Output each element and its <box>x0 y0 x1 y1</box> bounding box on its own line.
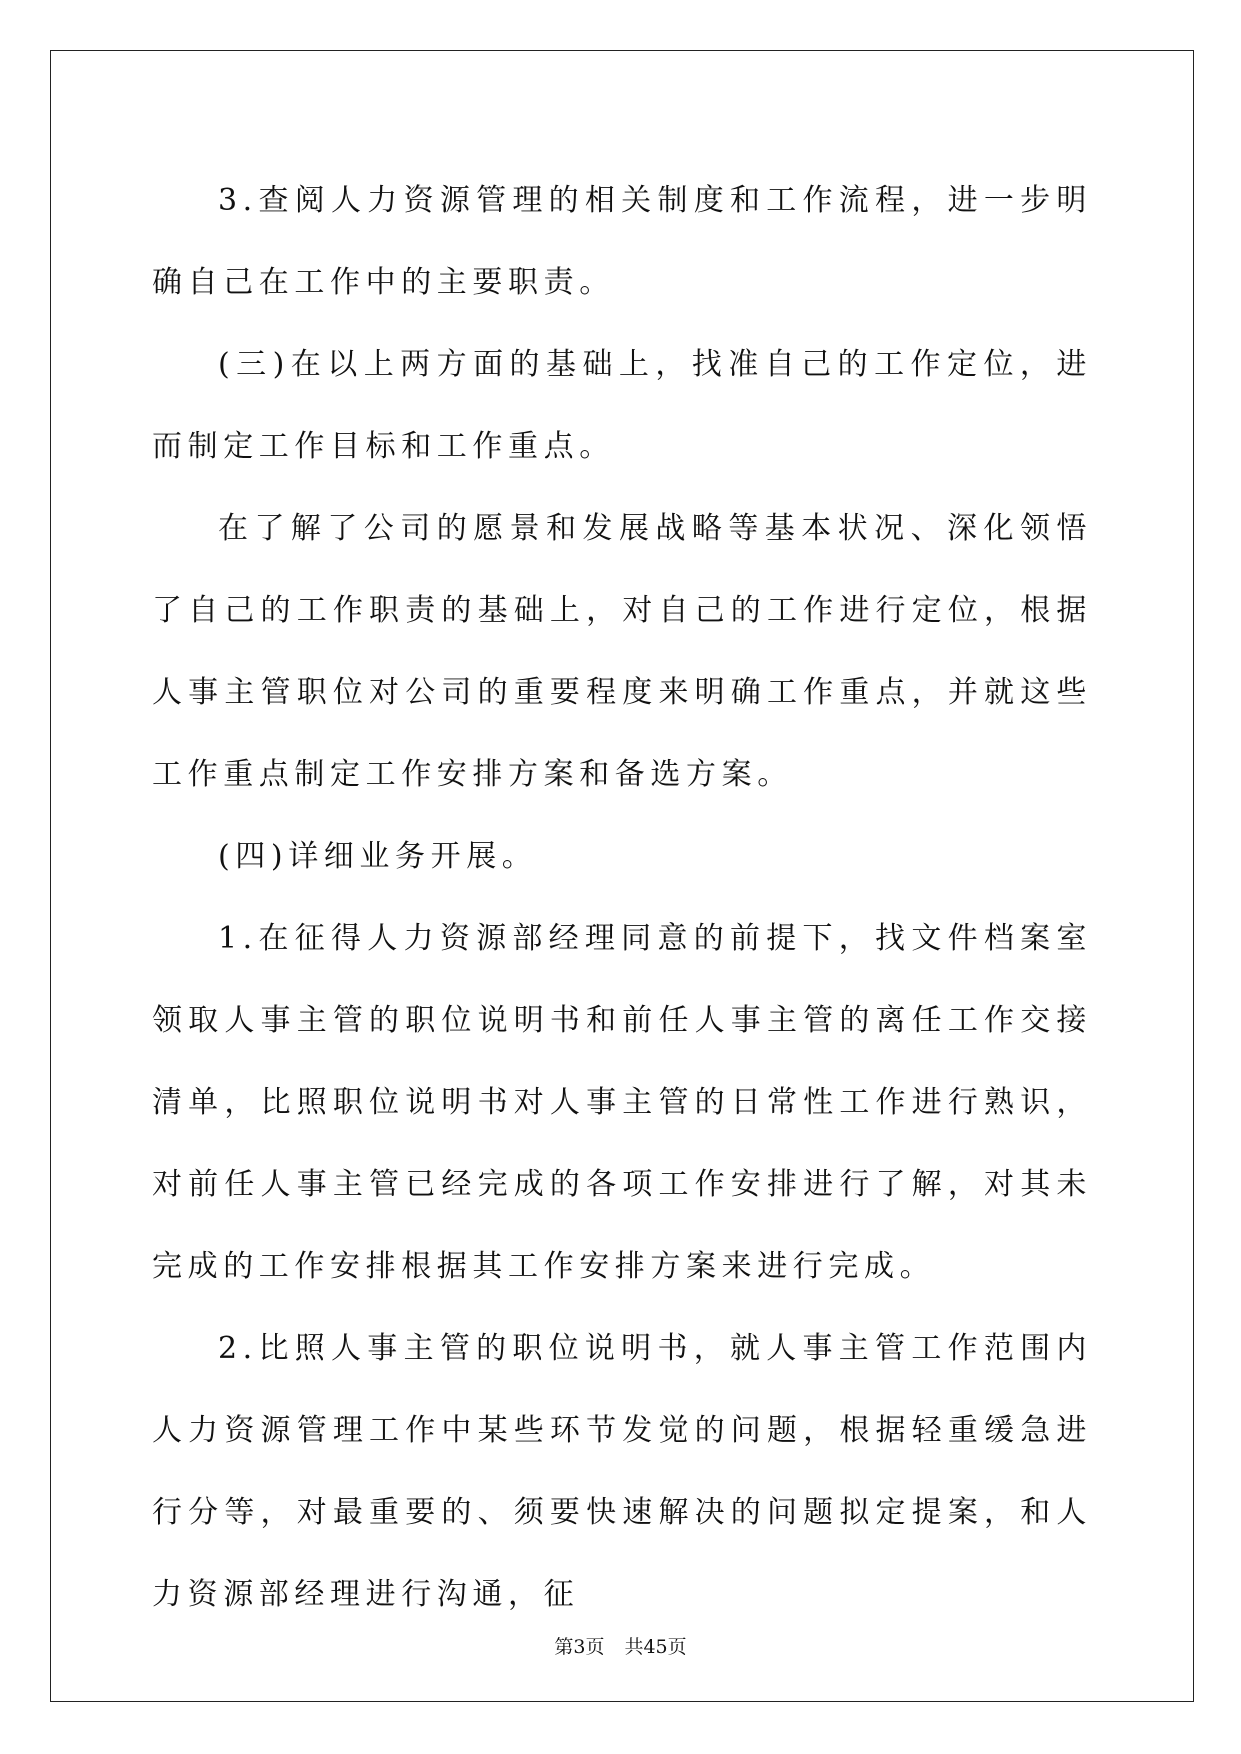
paragraph-2: (三)在以上两方面的基础上，找准自己的工作定位，进而制定工作目标和工作重点。 <box>152 347 1092 464</box>
paragraph-1: 3.查阅人力资源管理的相关制度和工作流程，进一步明确自己在工作中的主要职责。 <box>152 183 1092 300</box>
paragraph-6: 2.比照人事主管的职位说明书，就人事主管工作范围内人力资源管理工作中某些环节发觉的问题，根据轻重缓急进行分等，对最重要的、须要快速解决的问题拟定提案，和人力资源部经理进行沟通，征 <box>152 1331 1092 1612</box>
document-body <box>152 160 1092 1636</box>
paragraph-3: 在了解了公司的愿景和发展战略等基本状况、深化领悟了自己的工作职责的基础上，对自己的工作进行定位，根据人事主管职位对公司的重要程度来明确工作重点，并就这些工作重点制定工作安排方案和备选方案。 <box>152 511 1092 792</box>
page-footer <box>0 1632 1241 1659</box>
page-total: 共45页 <box>624 1636 687 1658</box>
paragraph-5: 1.在征得人力资源部经理同意的前提下，找文件档案室领取人事主管的职位说明书和前任人事主管的离任工作交接清单，比照职位说明书对人事主管的日常性工作进行熟识，对前任人事主管已经完成的各项工作安排进行了解，对其未完成的工作安排根据其工作安排方案来进行完成。 <box>152 921 1092 1284</box>
page-number: 第3页 <box>554 1636 605 1658</box>
paragraph-4: (四)详细业务开展。 <box>218 839 538 874</box>
